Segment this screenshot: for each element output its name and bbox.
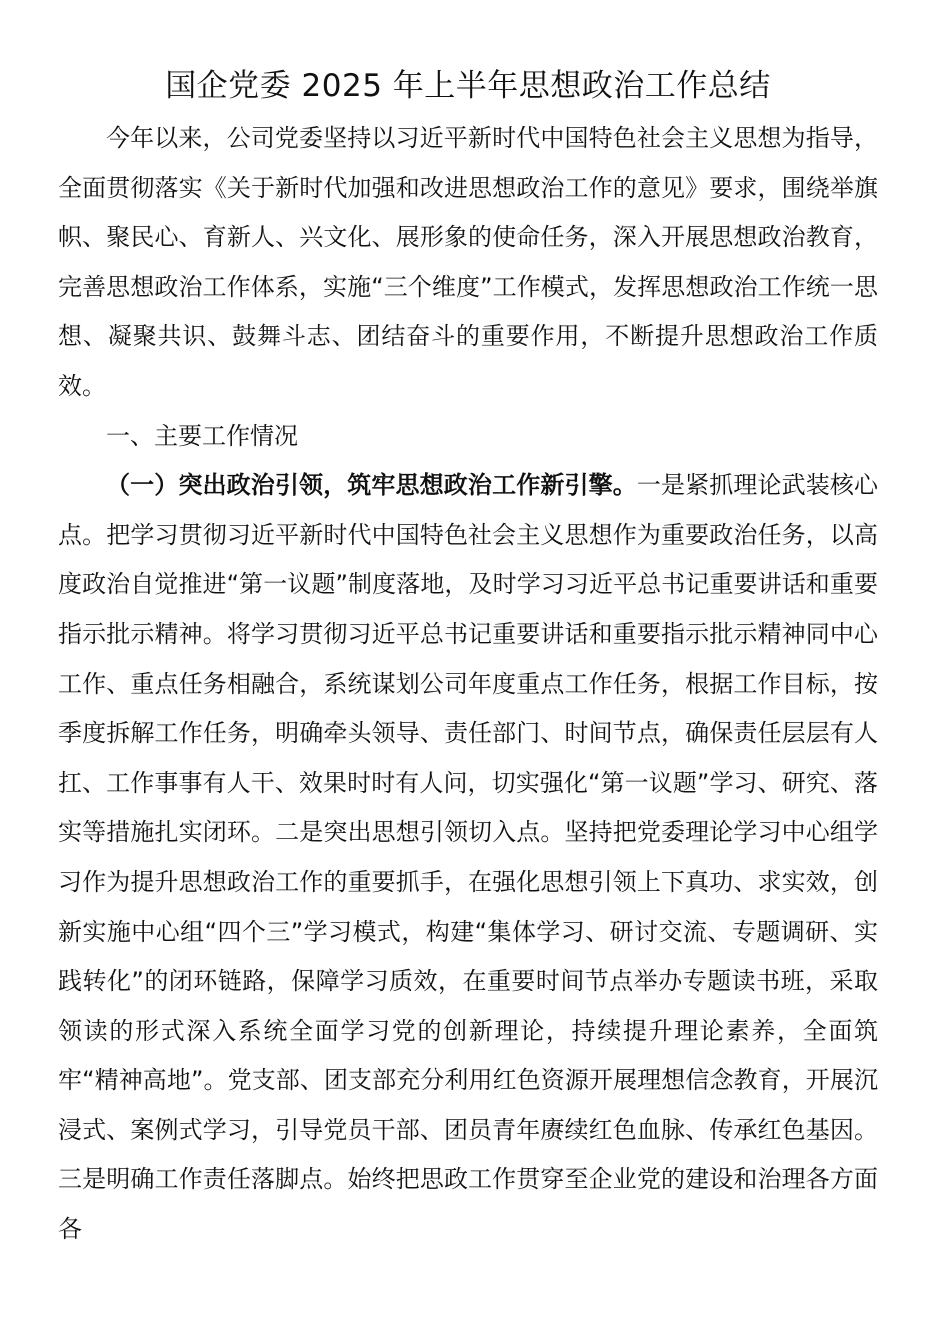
intro-paragraph: 今年以来，公司党委坚持以习近平新时代中国特色社会主义思想为指导，全面贯彻落实《关于新时代加强和改进思想政治工作的意见》要求，围绕举旗帜、聚民心、育新人、兴文化、展形象的使命任务，深入开展思想政治教育，完善思想政治工作体系，实施“三个维度”工作模式，发挥思想政治工作统一思想、凝聚共识、鼓舞斗志、团结奋斗的重要作用，不断提升思想政治工作质效。 bbox=[58, 124, 878, 400]
document-title: 国企党委 2025 年上半年思想政治工作总结 bbox=[165, 68, 771, 104]
subsection-heading: （一）突出政治引领，筑牢思想政治工作新引擎。 bbox=[106, 471, 637, 500]
subsection-body: 一是紧抓理论武装核心点。把学习贯彻习近平新时代中国特色社会主义思想作为重要政治任务，以高度政治自觉推进“第一议题”制度落地，及时学习习近平总书记重要讲话和重要指示批示精神。将学习贯彻习近平总书记重要讲话和重要指示批示精神同中心工作、重点任务相融合，系统谋划公司年度重点工作任务，根据工作目标，按季度拆解工作任务，明确牵头领导、责任部门、时间节点，确保责任层层有人扛、工作事事有人干、效果时时有人问，切实强化“第一议题”学习、研究、落实等措施扎实闭环。二是突出思想引领切入点。坚持把党委理论学习中心组学习作为提升思想政治工作的重要抓手，在强化思想引领上下真功、求实效，创新实施中心组“四个三”学习模式，构建“集体学习、研讨交流、专题调研、实践转化”的闭环链路，保障学习质效，在重要时间节点举办专题读书班，采取领读的形式深入系统全面学习党的创新理论，持续提升理论素养，全面筑牢“精神高地”。党支部、团支部充分利用红色资源开展理想信念教育，开展沉浸式、案例式学习，引导党员干部、团员青年赓续红色血脉、传承红色基因。三是明确工作责任落脚点。始终把思政工作贯穿至企业党的建设和治理各方面各 bbox=[58, 471, 879, 1244]
subsection-paragraph bbox=[58, 461, 878, 1255]
section-heading: 一、主要工作情况 bbox=[106, 421, 298, 450]
document-page bbox=[58, 62, 878, 1255]
